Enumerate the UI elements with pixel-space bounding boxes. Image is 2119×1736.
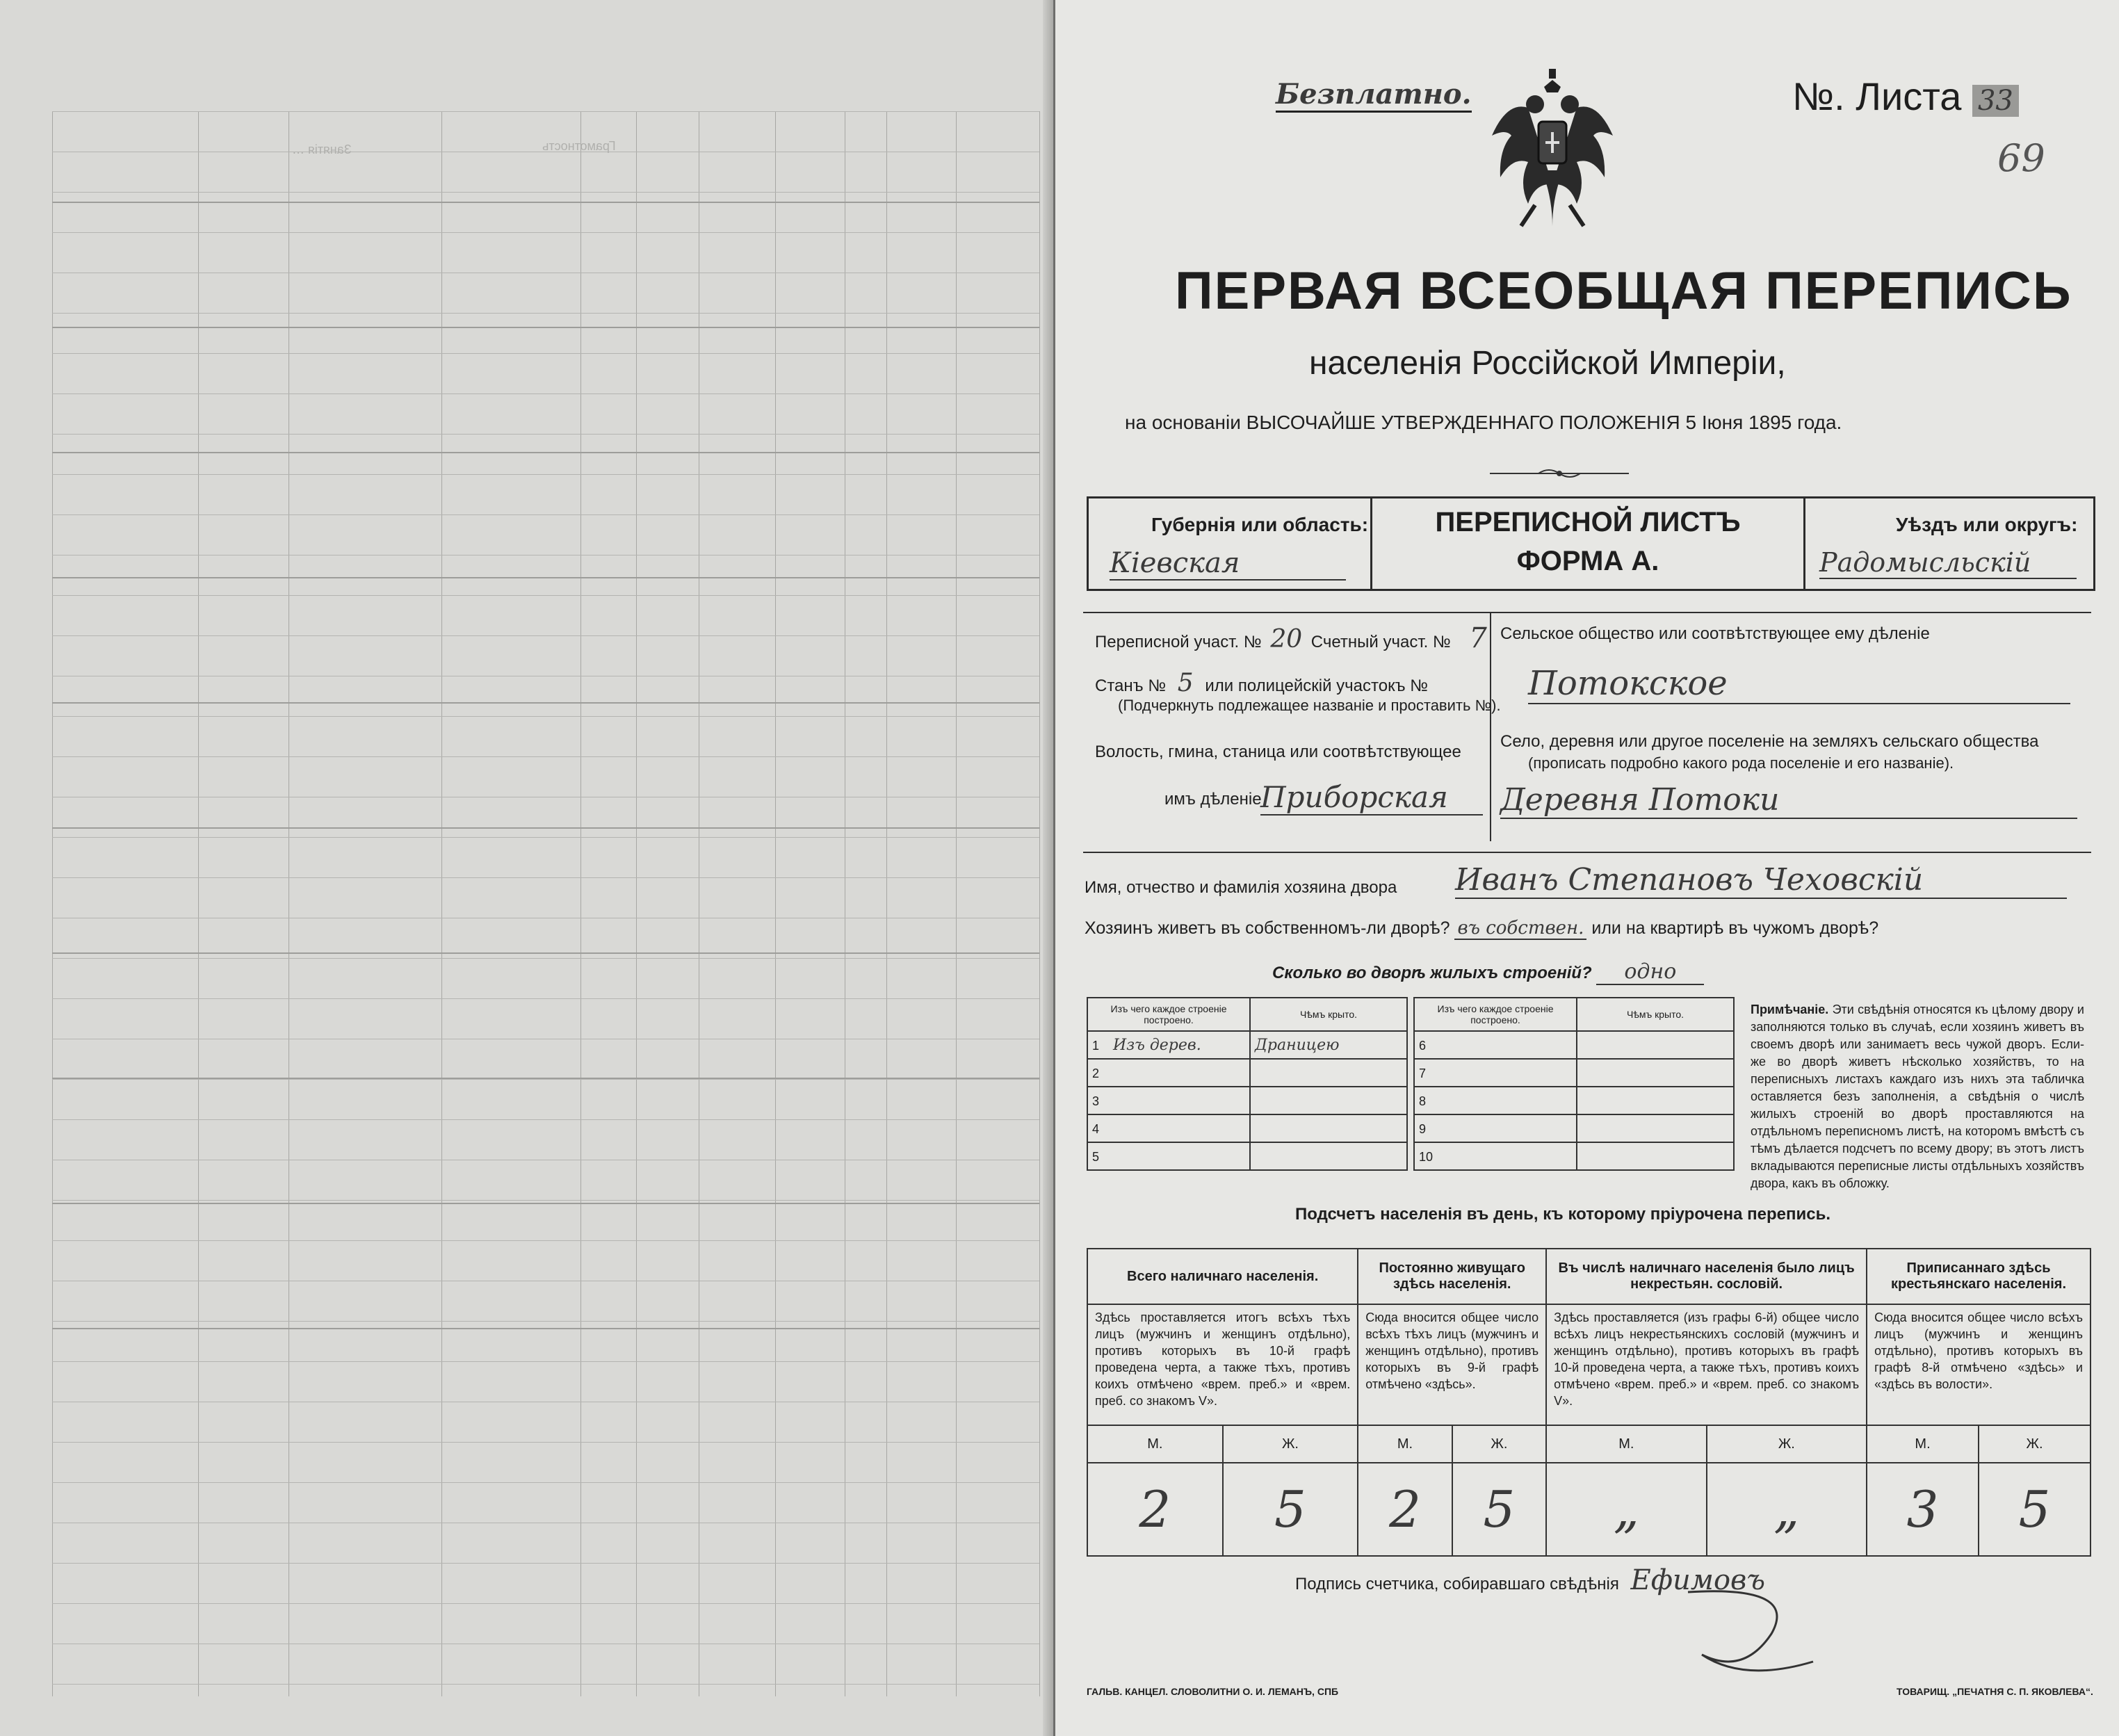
grid-row-line	[52, 756, 1039, 757]
grid-row-line	[52, 595, 1039, 596]
tally-female-value: 5	[1274, 1479, 1306, 1539]
grid-row-line	[52, 514, 1039, 515]
building-row	[1087, 1031, 1407, 1059]
building-row-number: 9	[1419, 1121, 1427, 1136]
tally-column-desc: Сюда вносится общее число всѣхъ лицъ (мужчинъ и женщинъ отдѣльно), противъ которыхъ въ графѣ 8-й отмѣчено «здѣсь» и «здѣсь въ волости».	[1867, 1304, 2090, 1425]
census-district-value: 20	[1270, 625, 1303, 654]
building-material-cell	[1414, 1059, 1577, 1087]
building-row	[1087, 1059, 1407, 1087]
building-roof-cell	[1250, 1142, 1407, 1170]
right-page	[1053, 0, 2119, 1736]
underline-note: (Подчеркнуть подлежащее названіе и проставить №).	[1118, 697, 1501, 714]
remark-title: Примѣчаніе.	[1751, 1003, 1829, 1016]
building-roof-value: Драницею	[1255, 1036, 1340, 1054]
tally-male-label: М.	[1358, 1425, 1452, 1463]
sheet-number	[1792, 74, 2019, 119]
tally-female-cell	[1452, 1463, 1546, 1556]
header-boxes	[1087, 496, 2095, 591]
grid-row-line	[52, 837, 1039, 838]
building-roof-cell	[1250, 1087, 1407, 1114]
uezd-box	[1803, 498, 2093, 589]
form-title	[1372, 503, 1803, 581]
building-roof-cell	[1577, 1087, 1734, 1114]
owner-label: Имя, отчество и фамилія хозяина двора	[1085, 878, 1397, 897]
volost-value: Приборская	[1260, 780, 1483, 816]
grid-entry-line	[52, 327, 1039, 328]
grid-column-line	[956, 111, 957, 1696]
buildings-value: одно	[1596, 959, 1704, 985]
col-roof: Чѣмъ крыто.	[1250, 998, 1407, 1031]
stan-label: Станъ №	[1095, 676, 1167, 695]
grid-row-line	[52, 1482, 1039, 1483]
grid-row-line	[52, 1240, 1039, 1241]
village-value: Деревня Потоки	[1500, 782, 2077, 819]
grid-row-line	[52, 1603, 1039, 1604]
signature-label: Подпись счетчика, собиравшаго свѣдѣнія	[1295, 1575, 1619, 1593]
grid-column-line	[198, 111, 199, 1696]
tally-column-desc: Здѣсь проставляется (изъ графы 6-й) общее число всѣхъ лицъ некрестьянскихъ сословій (мужчинъ и женщинъ отдѣльно), противъ которыхъ въ графѣ 10-й проведена черта, а также тѣхъ, противъ коихъ отмѣчено «врем. преб.» и «врем. преб. со знакомъ V».	[1546, 1304, 1867, 1425]
uezd-label: Уѣздъ или округъ:	[1896, 514, 2078, 535]
census-subtitle: населенія Россійской Имперіи,	[1309, 345, 1786, 382]
grid-entry-line	[52, 702, 1039, 704]
tally-column-head: Постоянно живущаго здѣсь населенія.	[1358, 1249, 1546, 1304]
uezd-value: Радомысльскій	[1819, 547, 2077, 579]
address-top-rule	[1083, 612, 2091, 613]
left-page	[0, 0, 1053, 1736]
lives-value: въ собствен.	[1454, 918, 1586, 940]
building-roof-cell	[1577, 1114, 1734, 1142]
remark-block	[1751, 1001, 2084, 1192]
lives-row	[1085, 918, 1878, 939]
grid-row-line	[52, 434, 1039, 435]
village-note: (прописать подробно какого рода поселеніе и его названіе).	[1528, 754, 1954, 772]
building-roof-cell	[1250, 1031, 1407, 1059]
col-roof: Чѣмъ крыто.	[1577, 998, 1734, 1031]
grid-row-line	[52, 313, 1039, 314]
building-row-number: 7	[1419, 1066, 1427, 1080]
building-roof-cell	[1250, 1059, 1407, 1087]
grid-row-line	[52, 877, 1039, 878]
tally-male-value: 3	[1906, 1479, 1939, 1539]
building-row	[1087, 1142, 1407, 1170]
grid-row-line	[52, 232, 1039, 233]
grid-column-line	[636, 111, 637, 1696]
grid-row-line	[52, 1442, 1039, 1443]
building-row	[1087, 1087, 1407, 1114]
signature-flourish	[1681, 1571, 1834, 1676]
grid-row-line	[52, 1119, 1039, 1120]
grid-entry-line	[52, 1203, 1039, 1204]
stan-value: 5	[1177, 669, 1194, 697]
building-roof-cell	[1577, 1059, 1734, 1087]
rural-society-label: Сельское общество или соотвѣтствующее ему дѣленіе	[1500, 624, 1930, 643]
building-material-cell	[1087, 1142, 1250, 1170]
form-title-line2: ФОРМА А.	[1516, 546, 1659, 576]
building-material-cell	[1414, 1142, 1577, 1170]
police-label: или полицейскій участокъ №	[1205, 676, 1429, 695]
grid-column-line	[1039, 111, 1040, 1696]
building-material-cell	[1087, 1031, 1250, 1059]
tally-female-label: Ж.	[1223, 1425, 1358, 1463]
building-row	[1414, 1059, 1734, 1087]
building-material-cell	[1414, 1087, 1577, 1114]
bleed-through-header: Грамотность	[542, 139, 616, 153]
owner-value: Иванъ Степановъ Чеховскій	[1455, 862, 2067, 899]
tally-female-value: 5	[1483, 1479, 1516, 1539]
tally-title: Подсчетъ населенія въ день, къ которому пріурочена перепись.	[1295, 1205, 1830, 1224]
tally-male-value: 2	[1389, 1479, 1421, 1539]
building-material-cell	[1414, 1031, 1577, 1059]
count-district-value: 7	[1469, 622, 1487, 654]
free-label: Безплатно.	[1276, 78, 1472, 113]
remark-text: Эти свѣдѣнія относятся къ цѣлому двору и заполняются только въ случаѣ, если хозяинъ живетъ въ своемъ дворѣ или занимаетъ весь чужой дворъ. Если-же во дворѣ живетъ нѣсколько хозяйствъ, то на переписныхъ листахъ каждаго изъ нихъ эта табличка оставляется безъ заполненія, а свѣдѣнія о числѣ жилыхъ строеній во дворѣ проставляются на отдѣльномъ переписномъ листѣ, на которомъ вмѣстѣ съ тѣмъ дѣлается подсчетъ по всему двору; въ этотъ листъ вкладываются переписные листы отдѣльныхъ хозяйствъ двора, какъ въ обложку.	[1751, 1003, 2084, 1190]
building-material-cell	[1414, 1114, 1577, 1142]
grid-row-line	[52, 1321, 1039, 1322]
pencil-number: 69	[1997, 136, 2045, 180]
census-district-label: Переписной участ. №	[1095, 633, 1262, 651]
volost-label-2: имъ дѣленіе	[1164, 790, 1262, 809]
gubernia-value: Кіевская	[1110, 547, 1346, 581]
village-label: Село, деревня или другое поселеніе на земляхъ сельскаго общества	[1500, 732, 2039, 751]
grid-entry-line	[52, 1328, 1039, 1329]
grid-row-line	[52, 1200, 1039, 1201]
left-page-grid	[52, 111, 1039, 1696]
grid-row-line	[52, 1361, 1039, 1362]
buildings-table-right	[1413, 997, 1735, 1171]
building-roof-cell	[1250, 1114, 1407, 1142]
grid-row-line	[52, 1079, 1039, 1080]
tally-male-label: М.	[1867, 1425, 1979, 1463]
grid-row-line	[52, 1684, 1039, 1685]
grid-row-line	[52, 192, 1039, 193]
buildings-table-wrap	[1087, 997, 1751, 1164]
tally-male-cell	[1358, 1463, 1452, 1556]
tally-female-label: Ж.	[1707, 1425, 1867, 1463]
tally-column-desc: Здѣсь проставляется итогъ всѣхъ тѣхъ лицъ (мужчинъ и женщинъ отдѣльно), противъ которыхъ въ 10-й графѣ проведена черта, а также тѣхъ, противъ коихъ отмѣчено «врем. преб.» и «врем. преб. со знакомъ V».	[1087, 1304, 1358, 1425]
grid-row-line	[52, 474, 1039, 475]
grid-entry-line	[52, 827, 1039, 829]
building-row-number: 5	[1092, 1149, 1100, 1164]
building-row	[1414, 1142, 1734, 1170]
grid-entry-line	[52, 577, 1039, 578]
tally-female-cell	[1223, 1463, 1358, 1556]
grid-column-line	[886, 111, 887, 1696]
building-material-cell	[1087, 1087, 1250, 1114]
gubernia-box	[1089, 498, 1372, 589]
lives-label-2: или на квартирѣ въ чужомъ дворѣ?	[1591, 918, 1879, 938]
buildings-table-left	[1087, 997, 1408, 1171]
tally-female-label: Ж.	[1979, 1425, 2090, 1463]
grid-row-line	[52, 998, 1039, 999]
building-roof-cell	[1577, 1031, 1734, 1059]
census-basis: на основаніи ВЫСОЧАЙШЕ УТВЕРЖДЕННАГО ПОЛОЖЕНІЯ 5 Іюня 1895 года.	[1125, 412, 1842, 433]
count-district-label: Счетный участ. №	[1310, 633, 1451, 651]
building-row-number: 1	[1092, 1038, 1100, 1053]
tally-male-cell	[1867, 1463, 1979, 1556]
tally-male-cell	[1087, 1463, 1223, 1556]
grid-entry-line	[52, 1078, 1039, 1079]
owner-top-rule	[1083, 852, 2091, 853]
building-row-number: 2	[1092, 1066, 1100, 1080]
col-material: Изъ чего каждое строеніе построено.	[1414, 998, 1577, 1031]
census-title: ПЕРВАЯ ВСЕОБЩАЯ ПЕРЕПИСЬ	[1175, 261, 2072, 321]
printer-left: ГАЛЬВ. КАНЦЕЛ. СЛОВОЛИТНИ О. И. ЛЕМАНЪ, СПБ	[1087, 1686, 1339, 1697]
tally-female-label: Ж.	[1452, 1425, 1546, 1463]
stan-row	[1095, 669, 1428, 697]
volost-label-1: Волость, гмина, станица или соотвѣтствующее	[1095, 743, 1461, 761]
tally-male-value: „	[1613, 1479, 1640, 1539]
building-row	[1087, 1114, 1407, 1142]
buildings-label: Сколько во дворѣ жилыхъ строеній?	[1272, 964, 1592, 982]
grid-column-line	[441, 111, 442, 1696]
ornament-divider	[1490, 467, 1629, 480]
tally-male-label: М.	[1087, 1425, 1223, 1463]
building-row-number: 4	[1092, 1121, 1100, 1136]
census-district-row	[1095, 622, 1501, 654]
grid-entry-line	[52, 202, 1039, 203]
tally-table	[1087, 1248, 2091, 1557]
building-roof-cell	[1577, 1142, 1734, 1170]
building-material-cell	[1087, 1059, 1250, 1087]
imperial-eagle-emblem	[1486, 66, 1618, 236]
grid-row-line	[52, 111, 1039, 112]
building-row	[1414, 1114, 1734, 1142]
printer-right: ТОВАРИЩ. „ПЕЧАТНЯ С. П. ЯКОВЛЕВА“.	[1897, 1686, 2093, 1697]
grid-entry-line	[52, 452, 1039, 453]
grid-row-line	[52, 958, 1039, 959]
building-row	[1414, 1087, 1734, 1114]
building-row-number: 8	[1419, 1094, 1427, 1108]
sheet-number-label: №. Листа	[1792, 74, 1962, 118]
building-material-value: Изъ дерев.	[1113, 1036, 1201, 1054]
grid-row-line	[52, 353, 1039, 354]
grid-row-line	[52, 1563, 1039, 1564]
col-material: Изъ чего каждое строеніе построено.	[1087, 998, 1250, 1031]
tally-column-head: Всего наличнаго населенія.	[1087, 1249, 1358, 1304]
form-title-line1: ПЕРЕПИСНОЙ ЛИСТЪ	[1435, 507, 1741, 537]
tally-male-label: М.	[1546, 1425, 1706, 1463]
sheet-number-value: 33	[1972, 85, 2019, 117]
grid-row-line	[52, 716, 1039, 717]
tally-female-cell	[1707, 1463, 1867, 1556]
building-row-number: 3	[1092, 1094, 1100, 1108]
tally-female-cell	[1979, 1463, 2090, 1556]
tally-column-desc: Сюда вносится общее число всѣхъ тѣхъ лицъ (мужчинъ и женщинъ отдѣльно), противъ которыхъ въ 9-й графѣ отмѣчено «здѣсь».	[1358, 1304, 1546, 1425]
tally-column-head: Приписаннаго здѣсь крестьянскаго населенія.	[1867, 1249, 2090, 1304]
lives-label-1: Хозяинъ живетъ въ собственномъ-ли дворѣ?	[1085, 918, 1450, 938]
signature-value: Ефимовъ	[1630, 1564, 1765, 1596]
grid-row-line	[52, 635, 1039, 636]
building-material-cell	[1087, 1114, 1250, 1142]
grid-column-line	[775, 111, 776, 1696]
building-row	[1414, 1031, 1734, 1059]
gubernia-label: Губернія или область:	[1151, 514, 1369, 535]
building-row-number: 10	[1419, 1149, 1434, 1164]
tally-male-value: 2	[1139, 1479, 1171, 1539]
buildings-row	[1272, 959, 1704, 984]
tally-male-cell	[1546, 1463, 1706, 1556]
grid-entry-line	[52, 952, 1039, 954]
tally-female-value: „	[1773, 1479, 1800, 1539]
tally-column-head: Въ числѣ наличнаго населенія было лицъ некрестьян. сословій.	[1546, 1249, 1867, 1304]
grid-column-line	[52, 111, 53, 1696]
bleed-through-header: Занятія …	[292, 143, 352, 156]
building-row-number: 6	[1419, 1038, 1427, 1053]
tally-female-value: 5	[2018, 1479, 2051, 1539]
rural-society-value: Потокское	[1528, 664, 2070, 704]
